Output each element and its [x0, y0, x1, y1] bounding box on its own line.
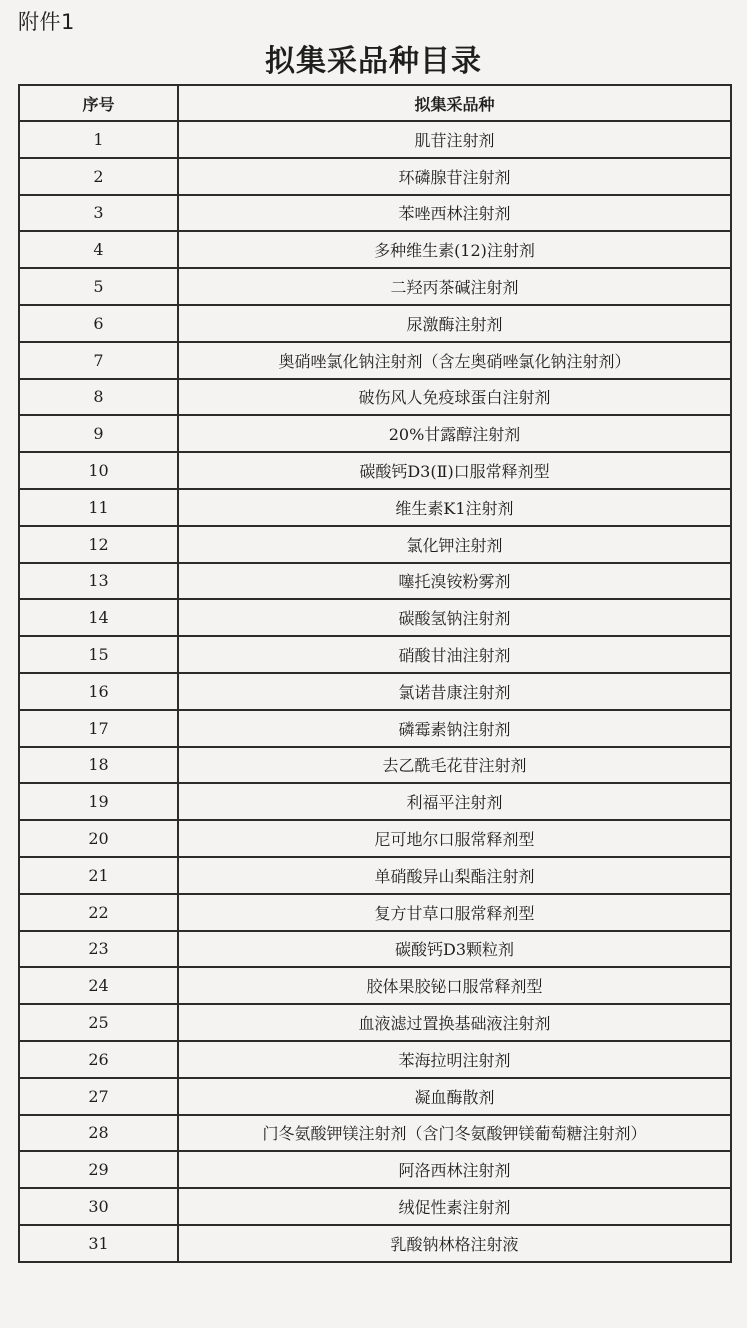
table-row: [19, 710, 731, 747]
drug-name: 利福平注射剂: [178, 783, 731, 820]
table-row: [19, 379, 731, 416]
drug-name: 尼可地尔口服常释剂型: [178, 820, 731, 857]
row-number: 13: [19, 563, 178, 600]
drug-catalog-table: [18, 84, 732, 1263]
drug-name: 单硝酸异山梨酯注射剂: [178, 857, 731, 894]
drug-name: 氯化钾注射剂: [178, 526, 731, 563]
row-number: 2: [19, 158, 178, 195]
column-header-name: 拟集采品种: [178, 85, 731, 121]
row-number: 15: [19, 636, 178, 673]
row-number: 25: [19, 1004, 178, 1041]
table-row: [19, 1151, 731, 1188]
table-row: [19, 415, 731, 452]
drug-name: 血液滤过置换基础液注射剂: [178, 1004, 731, 1041]
drug-name: 噻托溴铵粉雾剂: [178, 563, 731, 600]
table-body: [19, 121, 731, 1262]
drug-name: 尿激酶注射剂: [178, 305, 731, 342]
table-row: [19, 489, 731, 526]
drug-name: 去乙酰毛花苷注射剂: [178, 747, 731, 784]
table-row: [19, 231, 731, 268]
row-number: 1: [19, 121, 178, 158]
row-number: 8: [19, 379, 178, 416]
table-row: [19, 1004, 731, 1041]
row-number: 31: [19, 1225, 178, 1262]
attachment-label: 附件1: [18, 10, 75, 34]
row-number: 10: [19, 452, 178, 489]
drug-name: 多种维生素(12)注射剂: [178, 231, 731, 268]
table-row: [19, 526, 731, 563]
table-row: [19, 673, 731, 710]
row-number: 12: [19, 526, 178, 563]
table-row: [19, 563, 731, 600]
drug-name: 碳酸氢钠注射剂: [178, 599, 731, 636]
row-number: 19: [19, 783, 178, 820]
table-row: [19, 967, 731, 1004]
drug-name: 阿洛西林注射剂: [178, 1151, 731, 1188]
drug-name: 二羟丙茶碱注射剂: [178, 268, 731, 305]
row-number: 30: [19, 1188, 178, 1225]
row-number: 27: [19, 1078, 178, 1115]
page-title: 拟集采品种目录: [265, 44, 482, 79]
drug-name: 绒促性素注射剂: [178, 1188, 731, 1225]
drug-name: 胶体果胶铋口服常释剂型: [178, 967, 731, 1004]
drug-name: 碳酸钙D3(Ⅱ)口服常释剂型: [178, 452, 731, 489]
row-number: 14: [19, 599, 178, 636]
row-number: 6: [19, 305, 178, 342]
table-row: [19, 342, 731, 379]
drug-name: 乳酸钠林格注射液: [178, 1225, 731, 1262]
row-number: 24: [19, 967, 178, 1004]
drug-name: 碳酸钙D3颗粒剂: [178, 931, 731, 968]
row-number: 4: [19, 231, 178, 268]
table-row: [19, 857, 731, 894]
table-row: [19, 1188, 731, 1225]
drug-name: 奥硝唑氯化钠注射剂（含左奥硝唑氯化钠注射剂）: [178, 342, 731, 379]
drug-name: 肌苷注射剂: [178, 121, 731, 158]
table-row: [19, 305, 731, 342]
row-number: 9: [19, 415, 178, 452]
drug-name: 门冬氨酸钾镁注射剂（含门冬氨酸钾镁葡萄糖注射剂）: [178, 1115, 731, 1152]
table-row: [19, 452, 731, 489]
row-number: 17: [19, 710, 178, 747]
drug-name: 氯诺昔康注射剂: [178, 673, 731, 710]
row-number: 26: [19, 1041, 178, 1078]
table-row: [19, 1078, 731, 1115]
table-row: [19, 195, 731, 232]
row-number: 11: [19, 489, 178, 526]
drug-name: 维生素K1注射剂: [178, 489, 731, 526]
drug-name: 20%甘露醇注射剂: [178, 415, 731, 452]
drug-name: 复方甘草口服常释剂型: [178, 894, 731, 931]
table-header-row: [19, 85, 731, 121]
table-row: [19, 599, 731, 636]
drug-name: 苯海拉明注射剂: [178, 1041, 731, 1078]
table-row: [19, 1225, 731, 1262]
row-number: 3: [19, 195, 178, 232]
row-number: 16: [19, 673, 178, 710]
drug-name: 破伤风人免疫球蛋白注射剂: [178, 379, 731, 416]
row-number: 22: [19, 894, 178, 931]
row-number: 20: [19, 820, 178, 857]
drug-name: 磷霉素钠注射剂: [178, 710, 731, 747]
row-number: 7: [19, 342, 178, 379]
row-number: 28: [19, 1115, 178, 1152]
row-number: 23: [19, 931, 178, 968]
table-row: [19, 820, 731, 857]
table-row: [19, 121, 731, 158]
table-row: [19, 158, 731, 195]
table-row: [19, 1041, 731, 1078]
row-number: 18: [19, 747, 178, 784]
row-number: 29: [19, 1151, 178, 1188]
table-row: [19, 636, 731, 673]
drug-name: 苯唑西林注射剂: [178, 195, 731, 232]
table-row: [19, 747, 731, 784]
drug-name: 硝酸甘油注射剂: [178, 636, 731, 673]
row-number: 21: [19, 857, 178, 894]
table-row: [19, 783, 731, 820]
drug-name: 凝血酶散剂: [178, 1078, 731, 1115]
table-row: [19, 931, 731, 968]
column-header-no: 序号: [19, 85, 178, 121]
table-row: [19, 268, 731, 305]
drug-name: 环磷腺苷注射剂: [178, 158, 731, 195]
row-number: 5: [19, 268, 178, 305]
table-row: [19, 1115, 731, 1152]
table-row: [19, 894, 731, 931]
